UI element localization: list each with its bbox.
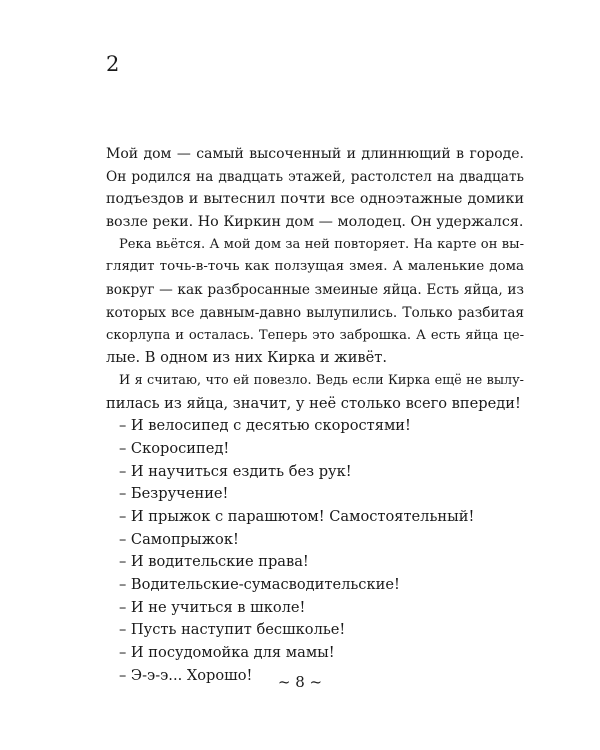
page-number: ~ 8 ~ <box>277 673 323 691</box>
chapter-number: 2 <box>106 52 120 76</box>
text-line: И я считаю, что ей повезло. Ведь если Кирка ещё не вылу- <box>119 372 524 388</box>
text-line: скорлупа и осталась. Теперь это заброшка. А есть яйца це- <box>106 327 524 343</box>
body-text <box>106 143 524 688</box>
text-line: вокруг — как разбросанные змеиные яйца. Есть яйца, из <box>106 282 524 299</box>
text-line: глядит точь-в-точь как ползущая змея. А маленькие дома <box>106 259 524 275</box>
text-line: лые. В одном из них Кирка и живёт. <box>106 349 387 367</box>
dialogue-line: – И научиться ездить без рук! <box>119 462 352 480</box>
dialogue-line: – Водительские-сумасводительские! <box>119 576 400 594</box>
dialogue-line: – Самопрыжок! <box>119 530 239 548</box>
dialogue-line: – Пусть наступит бесшколье! <box>119 621 346 639</box>
dialogue-line: – И не учиться в школе! <box>119 598 306 616</box>
dialogue-line: – И водительские права! <box>119 553 309 571</box>
text-line: которых все давным-давно вылупились. Только разбитая <box>106 304 524 321</box>
text-line: возле реки. Но Киркин дом — молодец. Он удержался. <box>106 214 524 231</box>
dialogue-line: – Скоросипед! <box>119 439 230 457</box>
text-line: Мой дом — самый высоченный и длиннющий в городе. <box>106 146 524 162</box>
dialogue-line: – И посудомойка для мамы! <box>119 644 335 662</box>
dialogue-line: – Безручение! <box>119 485 229 503</box>
text-line: пилась из яйца, значит, у неё столько всего впереди! <box>106 394 521 412</box>
text-line: подъездов и вытеснил почти все одноэтажные домики <box>106 191 524 208</box>
dialogue-line: – И прыжок с парашютом! Самостоятельный! <box>119 508 475 525</box>
dialogue-line: – И велосипед с десятью скоростями! <box>119 417 411 435</box>
dialogue-line: – Э-э-э... Хорошо! <box>119 666 253 684</box>
text-line: Он родился на двадцать этажей, растолстел на двадцать <box>106 168 524 185</box>
text-line: Река вьётся. А мой дом за ней повторяет. На карте он вы- <box>119 236 524 252</box>
